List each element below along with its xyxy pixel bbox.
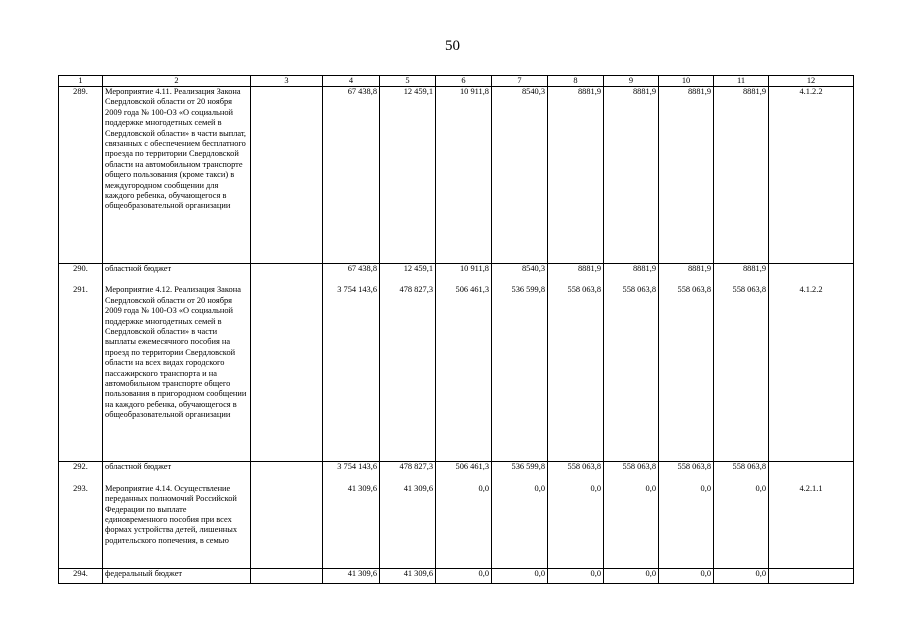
value-cell: 536 599,8	[492, 462, 548, 473]
row-number: 293.	[59, 484, 103, 569]
row-description: Мероприятие 4.12. Реализация Закона Свердловской области от 20 ноября 2009 года № 100-ОЗ «О социальной поддержке многодетных семей в Свердловской области» в части выплаты ежемесячного пособия на проезд по территории Свердловской области на всех видах городского пассажирского транспорта и на автомобильном транспорте общего пользования в пригородном сообщении на каждого ребенка, обучающегося в общеобразовательной организации	[103, 285, 251, 462]
target-code: 4.2.1.1	[769, 484, 854, 569]
value-cell: 558 063,8	[604, 462, 659, 473]
value-cell: 558 063,8	[604, 285, 659, 462]
value-cell: 0,0	[604, 484, 659, 569]
table-row	[59, 484, 854, 569]
row-cell-3	[251, 264, 323, 275]
row-description: областной бюджет	[103, 462, 251, 473]
value-cell: 67 438,8	[323, 87, 380, 264]
row-cell-3	[251, 568, 323, 583]
value-cell: 558 063,8	[714, 462, 769, 473]
value-cell: 0,0	[548, 568, 604, 583]
row-description: Мероприятие 4.14. Осуществление переданных полномочий Российской Федерации по выплате единовременного пособия при всех формах устройства детей, лишенных родительского попечения, в семью	[103, 484, 251, 569]
value-cell: 8540,3	[492, 87, 548, 264]
table-row	[59, 87, 854, 264]
header-cell: 4	[323, 76, 380, 87]
value-cell: 3 754 143,6	[323, 285, 380, 462]
value-cell: 41 309,6	[380, 484, 436, 569]
table-row	[59, 568, 854, 583]
target-code	[769, 264, 854, 275]
value-cell: 0,0	[714, 484, 769, 569]
row-number: 291.	[59, 285, 103, 462]
row-number: 289.	[59, 87, 103, 264]
value-cell: 8881,9	[714, 87, 769, 264]
value-cell: 8881,9	[714, 264, 769, 275]
header-cell: 2	[103, 76, 251, 87]
row-number: 290.	[59, 264, 103, 275]
value-cell: 12 459,1	[380, 87, 436, 264]
value-cell: 0,0	[492, 484, 548, 569]
value-cell: 10 911,8	[436, 87, 492, 264]
header-cell: 8	[548, 76, 604, 87]
value-cell: 0,0	[604, 568, 659, 583]
value-cell: 558 063,8	[548, 285, 604, 462]
value-cell: 478 827,3	[380, 462, 436, 473]
value-cell: 67 438,8	[323, 264, 380, 275]
row-number: 294.	[59, 568, 103, 583]
value-cell: 506 461,3	[436, 285, 492, 462]
target-code: 4.1.2.2	[769, 87, 854, 264]
value-cell: 10 911,8	[436, 264, 492, 275]
row-description: федеральный бюджет	[103, 568, 251, 583]
row-cell-3	[251, 285, 323, 462]
header-cell: 9	[604, 76, 659, 87]
value-cell: 0,0	[492, 568, 548, 583]
header-cell: 5	[380, 76, 436, 87]
value-cell: 478 827,3	[380, 285, 436, 462]
value-cell: 8881,9	[604, 87, 659, 264]
value-cell: 3 754 143,6	[323, 462, 380, 473]
value-cell: 0,0	[714, 568, 769, 583]
header-cell: 3	[251, 76, 323, 87]
value-cell: 8881,9	[659, 264, 714, 275]
value-cell: 558 063,8	[659, 462, 714, 473]
target-code	[769, 568, 854, 583]
row-description: областной бюджет	[103, 264, 251, 275]
page-number: 50	[445, 38, 460, 54]
table-row	[59, 462, 854, 473]
table-header-row	[59, 76, 854, 87]
value-cell: 558 063,8	[659, 285, 714, 462]
header-cell: 12	[769, 76, 854, 87]
value-cell: 12 459,1	[380, 264, 436, 275]
value-cell: 0,0	[659, 568, 714, 583]
value-cell: 558 063,8	[548, 462, 604, 473]
value-cell: 8881,9	[548, 87, 604, 264]
table-row	[59, 285, 854, 462]
target-code: 4.1.2.2	[769, 285, 854, 462]
value-cell: 0,0	[436, 484, 492, 569]
value-cell: 506 461,3	[436, 462, 492, 473]
row-cell-3	[251, 484, 323, 569]
value-cell: 0,0	[659, 484, 714, 569]
row-cell-3	[251, 87, 323, 264]
target-code	[769, 462, 854, 473]
value-cell: 41 309,6	[380, 568, 436, 583]
row-number: 292.	[59, 462, 103, 473]
value-cell: 8881,9	[659, 87, 714, 264]
value-cell: 41 309,6	[323, 484, 380, 569]
value-cell: 536 599,8	[492, 285, 548, 462]
table-row	[59, 264, 854, 275]
budget-table	[58, 75, 854, 584]
value-cell: 8881,9	[548, 264, 604, 275]
row-spacer	[59, 274, 854, 285]
row-spacer	[59, 473, 854, 484]
value-cell: 0,0	[436, 568, 492, 583]
value-cell: 0,0	[548, 484, 604, 569]
value-cell: 41 309,6	[323, 568, 380, 583]
header-cell: 6	[436, 76, 492, 87]
value-cell: 8881,9	[604, 264, 659, 275]
header-cell: 7	[492, 76, 548, 87]
value-cell: 558 063,8	[714, 285, 769, 462]
row-description: Мероприятие 4.11. Реализация Закона Свердловской области от 20 ноября 2009 года № 100-ОЗ «О социальной поддержке многодетных семей в Свердловской области» в части выплат, связанных с обеспечением бесплатного проезда по территории Свердловской области на автомобильном транспорте общего пользования (кроме такси) в междугородном сообщении для каждого ребенка, обучающегося в общеобразовательной организации	[103, 87, 251, 264]
row-cell-3	[251, 462, 323, 473]
header-cell: 1	[59, 76, 103, 87]
value-cell: 8540,3	[492, 264, 548, 275]
header-cell: 11	[714, 76, 769, 87]
header-cell: 10	[659, 76, 714, 87]
